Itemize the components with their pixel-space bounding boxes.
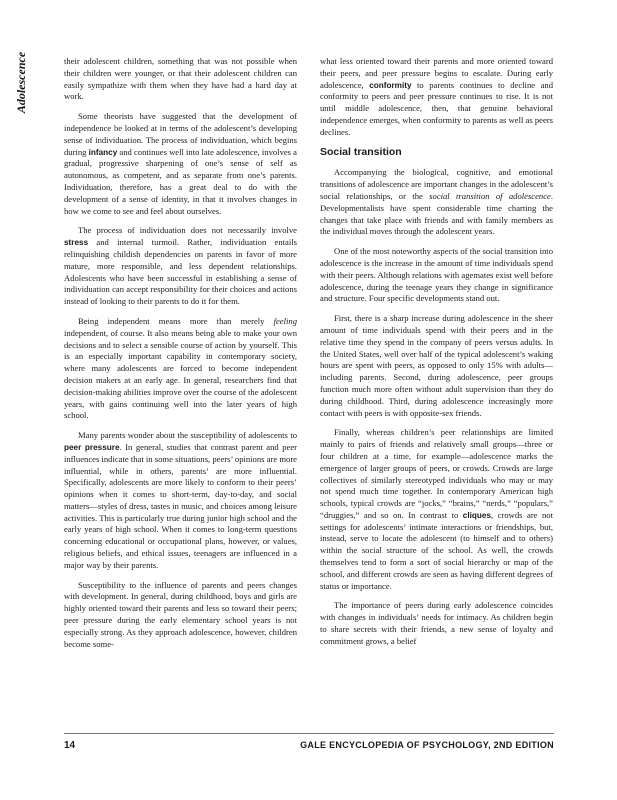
footer-rule [64, 733, 554, 734]
paragraph [64, 430, 297, 572]
right-column [320, 56, 553, 656]
paragraph [320, 600, 553, 647]
emphasis: social transition of adolescence [429, 190, 551, 201]
footer-title: GALE ENCYCLOPEDIA OF PSYCHOLOGY, 2ND EDITION [300, 740, 554, 750]
text-run: independent, of course. It also means being able to make your own decisions and to select a sensible course of action by yourself. This is an especially important capability in contemporary society, where many adolescents are forced to become independent decision makers at an early age. In general, researchers find that decision-making abilities improve over the course of the adolescent years, with gains continuing well into the later years of high school. [64, 327, 297, 421]
text-run: to parents continues to decline and conformity to peers and peer pressure continues to rise. It is not until middle adolescence, then, that genuine behavioral independence emerges, when conformity to parents as well as peers declines. [320, 79, 553, 137]
page-footer [64, 740, 554, 751]
text-run: The process of individuation does not necessarily involve [78, 225, 297, 236]
text-run: what less oriented toward their parents and more oriented toward their peers, and peer pressure begins to escalate. During early adolescence, [320, 56, 553, 90]
paragraph [64, 225, 297, 308]
text-run: Many parents wonder about the susceptibility of adolescents to [78, 430, 297, 441]
emphasis: feeling [273, 315, 297, 326]
glossary-term: peer pressure [64, 442, 120, 452]
text-run: and internal turmoil. Rather, individuation entails relinquishing childish dependencies on parents in favor of more mature, more responsible, and less dependent relationships. Adolescents who have been successful in establishing a sense of individuation can accept responsibility for their choices and actions instead of looking to their parents to do it for them. [64, 237, 297, 307]
text-run: First, there is a sharp increase during adolescence in the sheer amount of time individuals spend with their peers and in the relative time they spend in the company of peers versus adults. In the United States, well over half of the typical adolescent’s waking hours are spent with peers, as opposed to only 15% with adults—including parents. Second, during adolescence, peer groups function much more often without adult supervision than they do during childhood. Third, during adolescence increasingly more contact with peers is with opposite-sex friends. [320, 313, 553, 418]
paragraph [320, 167, 553, 238]
text-run: Accompanying the biological, cognitive, and emotional transitions of adolescence are important changes in the adolescent’s social relationships, or the [320, 167, 553, 201]
paragraph [64, 56, 297, 103]
glossary-term: stress [64, 238, 89, 248]
side-tab-label: Adolescence [14, 51, 29, 113]
glossary-term: infancy [88, 147, 118, 157]
glossary-term: cliques [462, 510, 492, 520]
text-run: their adolescent children, something that was not possible when their children were younger, or that their adolescent children can easily sympathize with them when they have had a hard day at work. [64, 56, 297, 102]
paragraph [320, 56, 553, 139]
paragraph [64, 111, 297, 217]
text-run: . In general, studies that contrast parent and peer influences indicate that in some situations, peers’ opinions are more influential, while in others, parents’ are more influential. Specifically, adolescents are more likely to conform to their peers’ opinions when it comes to short-term, day-to-day, and social matters—styles of dress, tastes in music, and choices among leisure activities. This is particularly true during junior high school and the early years of high school. When it comes to long-term questions concerning educational or occupational plans, however, or values, religious beliefs, and ethical issues, teenagers are influenced in a major way by their parents. [64, 441, 297, 570]
section-heading [320, 147, 553, 159]
paragraph [64, 316, 297, 422]
paragraph [64, 580, 297, 651]
text-run: . Developmentalists have spent considerable time charting the changes that take place with friends and with family members as the individual moves through the adolescent years. [320, 190, 553, 237]
text-run: Some theorists have suggested that the development of independence be looked at in terms of the adolescent’s developing sense of individuation. The process of individuation, which begins during [64, 111, 297, 157]
text-run: Social transition [320, 145, 402, 158]
text-run: Finally, whereas children’s peer relationships are limited mainly to pairs of friends and relatively small groups—three or four children at a time, for example—adolescence marks the emergence of larger groups of peers, or crowds. Crowds are large collectives of similarly stereotyped individuals who may or may not spend much time together. In contemporary American high schools, typical crowds are “jocks,” “brains,” “nerds,” “populars,” “druggies,” and so on. In contrast to [320, 427, 553, 520]
text-run: Susceptibility to the influence of parents and peers changes with development. In general, during childhood, boys and girls are highly oriented toward their parents and less so toward their peers; peer pressure during the early elementary school years is not especially strong. As they approach adolescence, however, children become some- [64, 579, 297, 649]
paragraph [320, 427, 553, 592]
side-tab [8, 40, 36, 124]
glossary-term: conformity [369, 80, 412, 90]
paragraph [320, 246, 553, 305]
text-run: and continues well into late adolescence, involves a gradual, progressive sharpening of one’s sense of self as autonomous, as competent, and as separate from one’s parents. Individuation, therefore, has a great deal to do with the development of a sense of identity, in that it involves changes in how we come to see and feel about ourselves. [64, 146, 297, 216]
text-run: , crowds are not settings for adolescents’ intimate interactions or friendships, but, instead, serve to locate the adolescent (to himself and to others) within the social structure of the school. As well, the crowds themselves tend to form a sort of social hierarchy or map of the school, and different crowds are seen as having different degrees of status or importance. [320, 509, 553, 591]
page-number: 14 [64, 740, 76, 751]
paragraph [320, 313, 553, 419]
text-run: One of the most noteworthy aspects of the social transition into adolescence is the increase in the amount of time individuals spend with their peers. Although relations with agemates exist well before adolescence, during the teenage years they change in significance and structure. Four specific developments stand out. [320, 246, 553, 304]
text-run: The importance of peers during early adolescence coincides with changes in individuals’ needs for intimacy. As children begin to share secrets with their friends, a new sense of loyalty and commitment grows, a belief [320, 600, 553, 646]
left-column [64, 56, 297, 658]
text-run: Being independent means more than merely [78, 315, 274, 326]
